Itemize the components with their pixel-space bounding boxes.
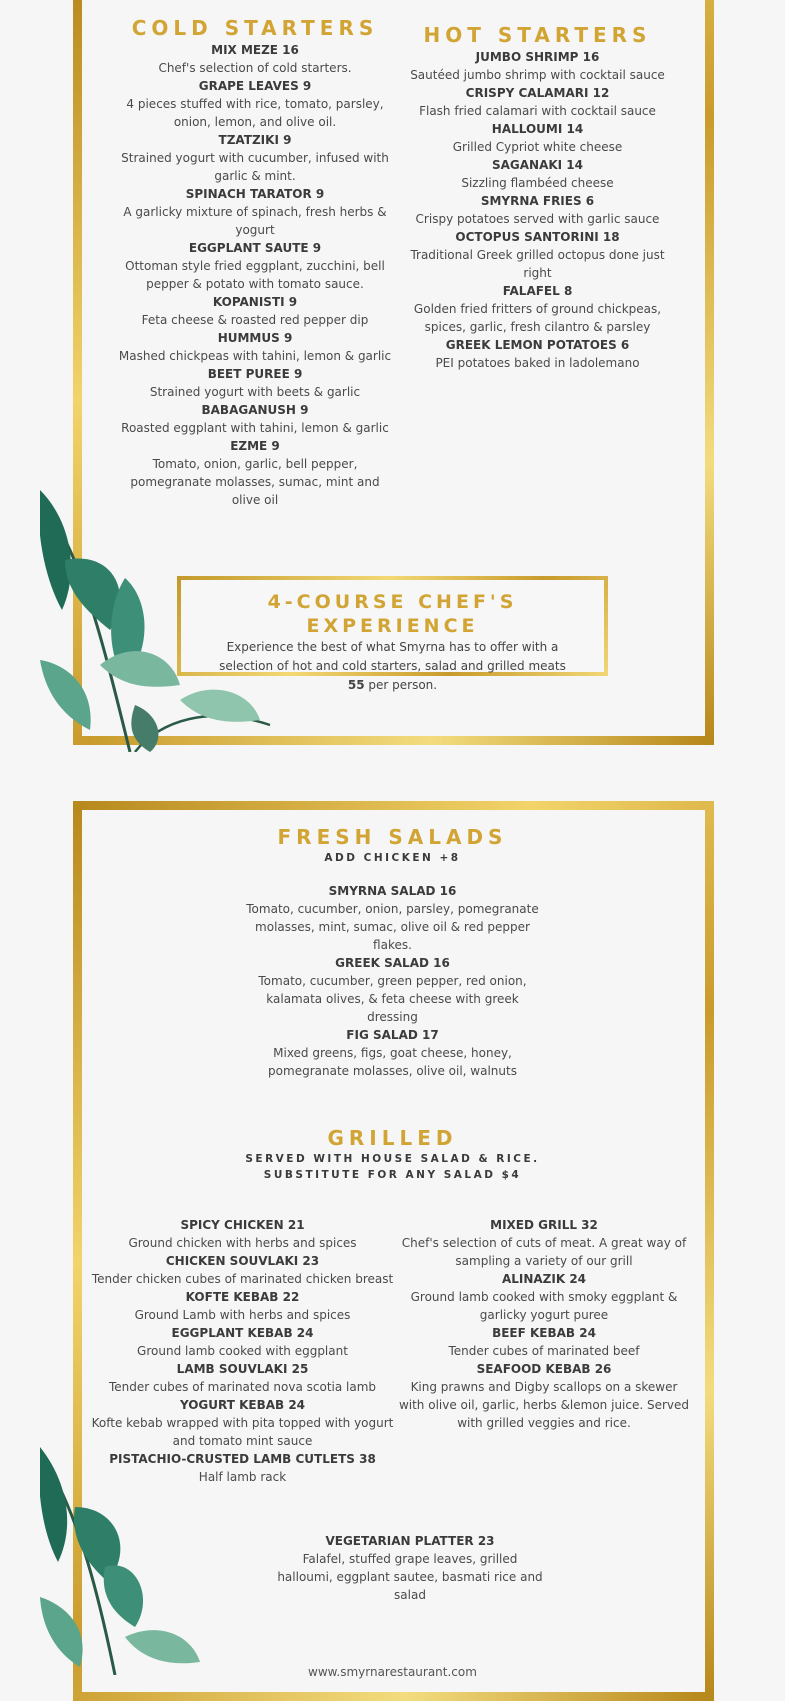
- item-name: ALINAZIK 24: [501, 1272, 587, 1286]
- chef-experience-line: Experience the best of what Smyrna has to offer with a: [226, 640, 559, 654]
- item-desc: Ottoman style fried eggplant, zucchini, bell pepper & potato with tomato sauce.: [125, 259, 385, 291]
- item-name: JUMBO SHRIMP 16: [475, 50, 600, 64]
- item-desc: Chef's selection of cold starters.: [158, 61, 352, 75]
- menu-item: [115, 329, 395, 365]
- menu-item: [405, 192, 670, 228]
- item-desc: Kofte kebab wrapped with pita topped with yogurt and tomato mint sauce: [91, 1416, 394, 1448]
- item-name: GREEK LEMON POTATOES 6: [445, 338, 630, 352]
- item-desc: Flash fried calamari with cocktail sauce: [419, 104, 656, 118]
- menu-item: [90, 1252, 395, 1288]
- menu-item: [115, 401, 395, 437]
- menu-item: [245, 1026, 540, 1080]
- chef-experience-box: [177, 576, 608, 692]
- item-name: CHICKEN SOUVLAKI 23: [165, 1254, 320, 1268]
- menu-item: [405, 156, 670, 192]
- menu-item: [245, 954, 540, 1026]
- item-desc: Golden fried fritters of ground chickpeas, spices, garlic, fresh cilantro & parsley: [413, 302, 662, 334]
- grilled-right-column: [398, 1216, 690, 1432]
- vegetarian-platter: [275, 1532, 545, 1604]
- item-desc: Sautéed jumbo shrimp with cocktail sauce: [410, 68, 665, 82]
- menu-item: [115, 77, 395, 131]
- item-desc: Chef's selection of cuts of meat. A great way of sampling a variety of our grill: [401, 1236, 687, 1268]
- section-subtitle: SUBSTITUTE FOR ANY SALAD $4: [263, 1169, 522, 1181]
- item-desc: Ground Lamb with herbs and spices: [134, 1308, 351, 1322]
- item-name: TZATZIKI 9: [218, 133, 292, 147]
- item-name: SPICY CHICKEN 21: [180, 1218, 305, 1232]
- item-name: CRISPY CALAMARI 12: [465, 86, 610, 100]
- fresh-salads-section: [245, 824, 540, 1080]
- website-footer[interactable]: www.smyrnarestaurant.com: [308, 1665, 477, 1679]
- item-name: VEGETARIAN PLATTER 23: [325, 1534, 495, 1548]
- menu-item: [398, 1216, 690, 1270]
- item-desc: 4 pieces stuffed with rice, tomato, parsley, onion, lemon, and olive oil.: [126, 97, 384, 129]
- grilled-header: [185, 1125, 600, 1183]
- chef-experience-title: 4-COURSE CHEF'S EXPERIENCE: [267, 591, 518, 637]
- section-subtitle: SERVED WITH HOUSE SALAD & RICE.: [245, 1153, 540, 1165]
- cold-starters-section: [115, 15, 395, 509]
- menu-item: [398, 1324, 690, 1360]
- item-desc: Mashed chickpeas with tahini, lemon & garlic: [118, 349, 392, 363]
- item-name: SPINACH TARATOR 9: [185, 187, 325, 201]
- item-desc: Ground lamb cooked with eggplant: [137, 1344, 348, 1358]
- item-name: BEEF KEBAB 24: [492, 1326, 596, 1340]
- item-name: SAGANAKI 14: [491, 158, 584, 172]
- menu-item: [405, 336, 670, 372]
- menu-item: [398, 1270, 690, 1324]
- item-name: BABAGANUSH 9: [201, 403, 309, 417]
- item-desc: King prawns and Digby scallops on a skewer with olive oil, garlic, herbs &lemon juice. Served with grilled veggies and rice.: [398, 1380, 690, 1430]
- item-desc: Tomato, onion, garlic, bell pepper, pomegranate molasses, sumac, mint and olive oil: [130, 457, 380, 507]
- item-desc: Falafel, stuffed grape leaves, grilled halloumi, eggplant sautee, basmati rice and salad: [277, 1552, 543, 1602]
- menu-item: [115, 131, 395, 185]
- menu-item: [115, 293, 395, 329]
- item-name: YOGURT KEBAB 24: [179, 1398, 306, 1412]
- item-desc: Half lamb rack: [198, 1470, 287, 1484]
- item-name: EGGPLANT KEBAB 24: [171, 1326, 314, 1340]
- menu-item: [115, 41, 395, 77]
- item-name: BEET PUREE 9: [207, 367, 303, 381]
- item-desc: Sizzling flambéed cheese: [461, 176, 614, 190]
- menu-item: [115, 239, 395, 293]
- section-subtitle: ADD CHICKEN +8: [324, 852, 461, 864]
- hot-starters-section: [405, 22, 670, 372]
- item-name: GREEK SALAD 16: [335, 956, 450, 970]
- menu-item: [405, 228, 670, 282]
- item-desc: A garlicky mixture of spinach, fresh herbs & yogurt: [123, 205, 387, 237]
- item-name: FALAFEL 8: [502, 284, 573, 298]
- item-name: SEAFOOD KEBAB 26: [476, 1362, 612, 1376]
- price-suffix: per person.: [364, 678, 438, 692]
- item-desc: Tender cubes of marinated beef: [448, 1344, 640, 1358]
- menu-item: [90, 1396, 395, 1450]
- item-desc: Crispy potatoes served with garlic sauce: [415, 212, 660, 226]
- section-title: GRILLED: [327, 1126, 458, 1150]
- section-title: HOT STARTERS: [423, 23, 652, 47]
- item-desc: Traditional Greek grilled octopus done just right: [410, 248, 665, 280]
- item-name: SMYRNA FRIES 6: [480, 194, 595, 208]
- price-value: 55: [347, 678, 365, 692]
- item-name: MIX MEZE 16: [211, 43, 299, 57]
- item-name: MIXED GRILL 32: [490, 1218, 598, 1232]
- menu-item: [398, 1360, 690, 1432]
- item-name: EZME 9: [230, 439, 280, 453]
- item-desc: Tomato, cucumber, onion, parsley, pomegranate molasses, mint, sumac, olive oil & red pepper flakes.: [246, 902, 539, 952]
- item-desc: Strained yogurt with beets & garlic: [149, 385, 361, 399]
- item-desc: PEI potatoes baked in ladolemano: [435, 356, 640, 370]
- item-name: KOPANISTI 9: [212, 295, 298, 309]
- menu-item: [90, 1360, 395, 1396]
- item-desc: Roasted eggplant with tahini, lemon & garlic: [121, 421, 389, 435]
- menu-page-starters: [0, 0, 785, 752]
- item-desc: Ground chicken with herbs and spices: [128, 1236, 357, 1250]
- menu-item: [405, 84, 670, 120]
- item-desc: Strained yogurt with cucumber, infused with garlic & mint.: [121, 151, 389, 183]
- menu-page-mains: [0, 772, 785, 1679]
- item-desc: Feta cheese & roasted red pepper dip: [141, 313, 369, 327]
- item-desc: Mixed greens, figs, goat cheese, honey, pomegranate molasses, olive oil, walnuts: [268, 1046, 517, 1078]
- menu-item: [245, 882, 540, 954]
- item-desc: Grilled Cypriot white cheese: [452, 140, 623, 154]
- item-desc: Tender chicken cubes of marinated chicken breast: [91, 1272, 394, 1286]
- menu-item: [115, 365, 395, 401]
- item-name: PISTACHIO-CRUSTED LAMB CUTLETS 38: [109, 1452, 376, 1466]
- item-name: EGGPLANT SAUTE 9: [188, 241, 322, 255]
- menu-item: [90, 1216, 395, 1252]
- menu-item: [90, 1324, 395, 1360]
- section-title: COLD STARTERS: [131, 16, 379, 40]
- item-desc: Ground lamb cooked with smoky eggplant & garlicky yogurt puree: [410, 1290, 678, 1322]
- item-name: KOFTE KEBAB 22: [185, 1290, 300, 1304]
- section-title: FRESH SALADS: [277, 825, 508, 849]
- menu-item: [405, 48, 670, 84]
- item-name: FIG SALAD 17: [346, 1028, 439, 1042]
- item-name: LAMB SOUVLAKI 25: [176, 1362, 309, 1376]
- menu-item: [115, 437, 395, 509]
- item-desc: Tender cubes of marinated nova scotia lamb: [108, 1380, 377, 1394]
- menu-item: [115, 185, 395, 239]
- chef-experience-line: selection of hot and cold starters, salad and grilled meats: [219, 659, 566, 673]
- item-name: HALLOUMI 14: [491, 122, 584, 136]
- menu-item: [90, 1288, 395, 1324]
- menu-item: [405, 282, 670, 336]
- item-name: SMYRNA SALAD 16: [328, 884, 457, 898]
- item-name: HUMMUS 9: [217, 331, 293, 345]
- menu-item: [90, 1450, 395, 1486]
- chef-experience-price: [181, 676, 604, 695]
- item-name: OCTOPUS SANTORINI 18: [455, 230, 620, 244]
- menu-item: [405, 120, 670, 156]
- grilled-left-column: [90, 1216, 395, 1486]
- item-desc: Tomato, cucumber, green pepper, red onion, kalamata olives, & feta cheese with greek dressing: [258, 974, 527, 1024]
- item-name: GRAPE LEAVES 9: [198, 79, 312, 93]
